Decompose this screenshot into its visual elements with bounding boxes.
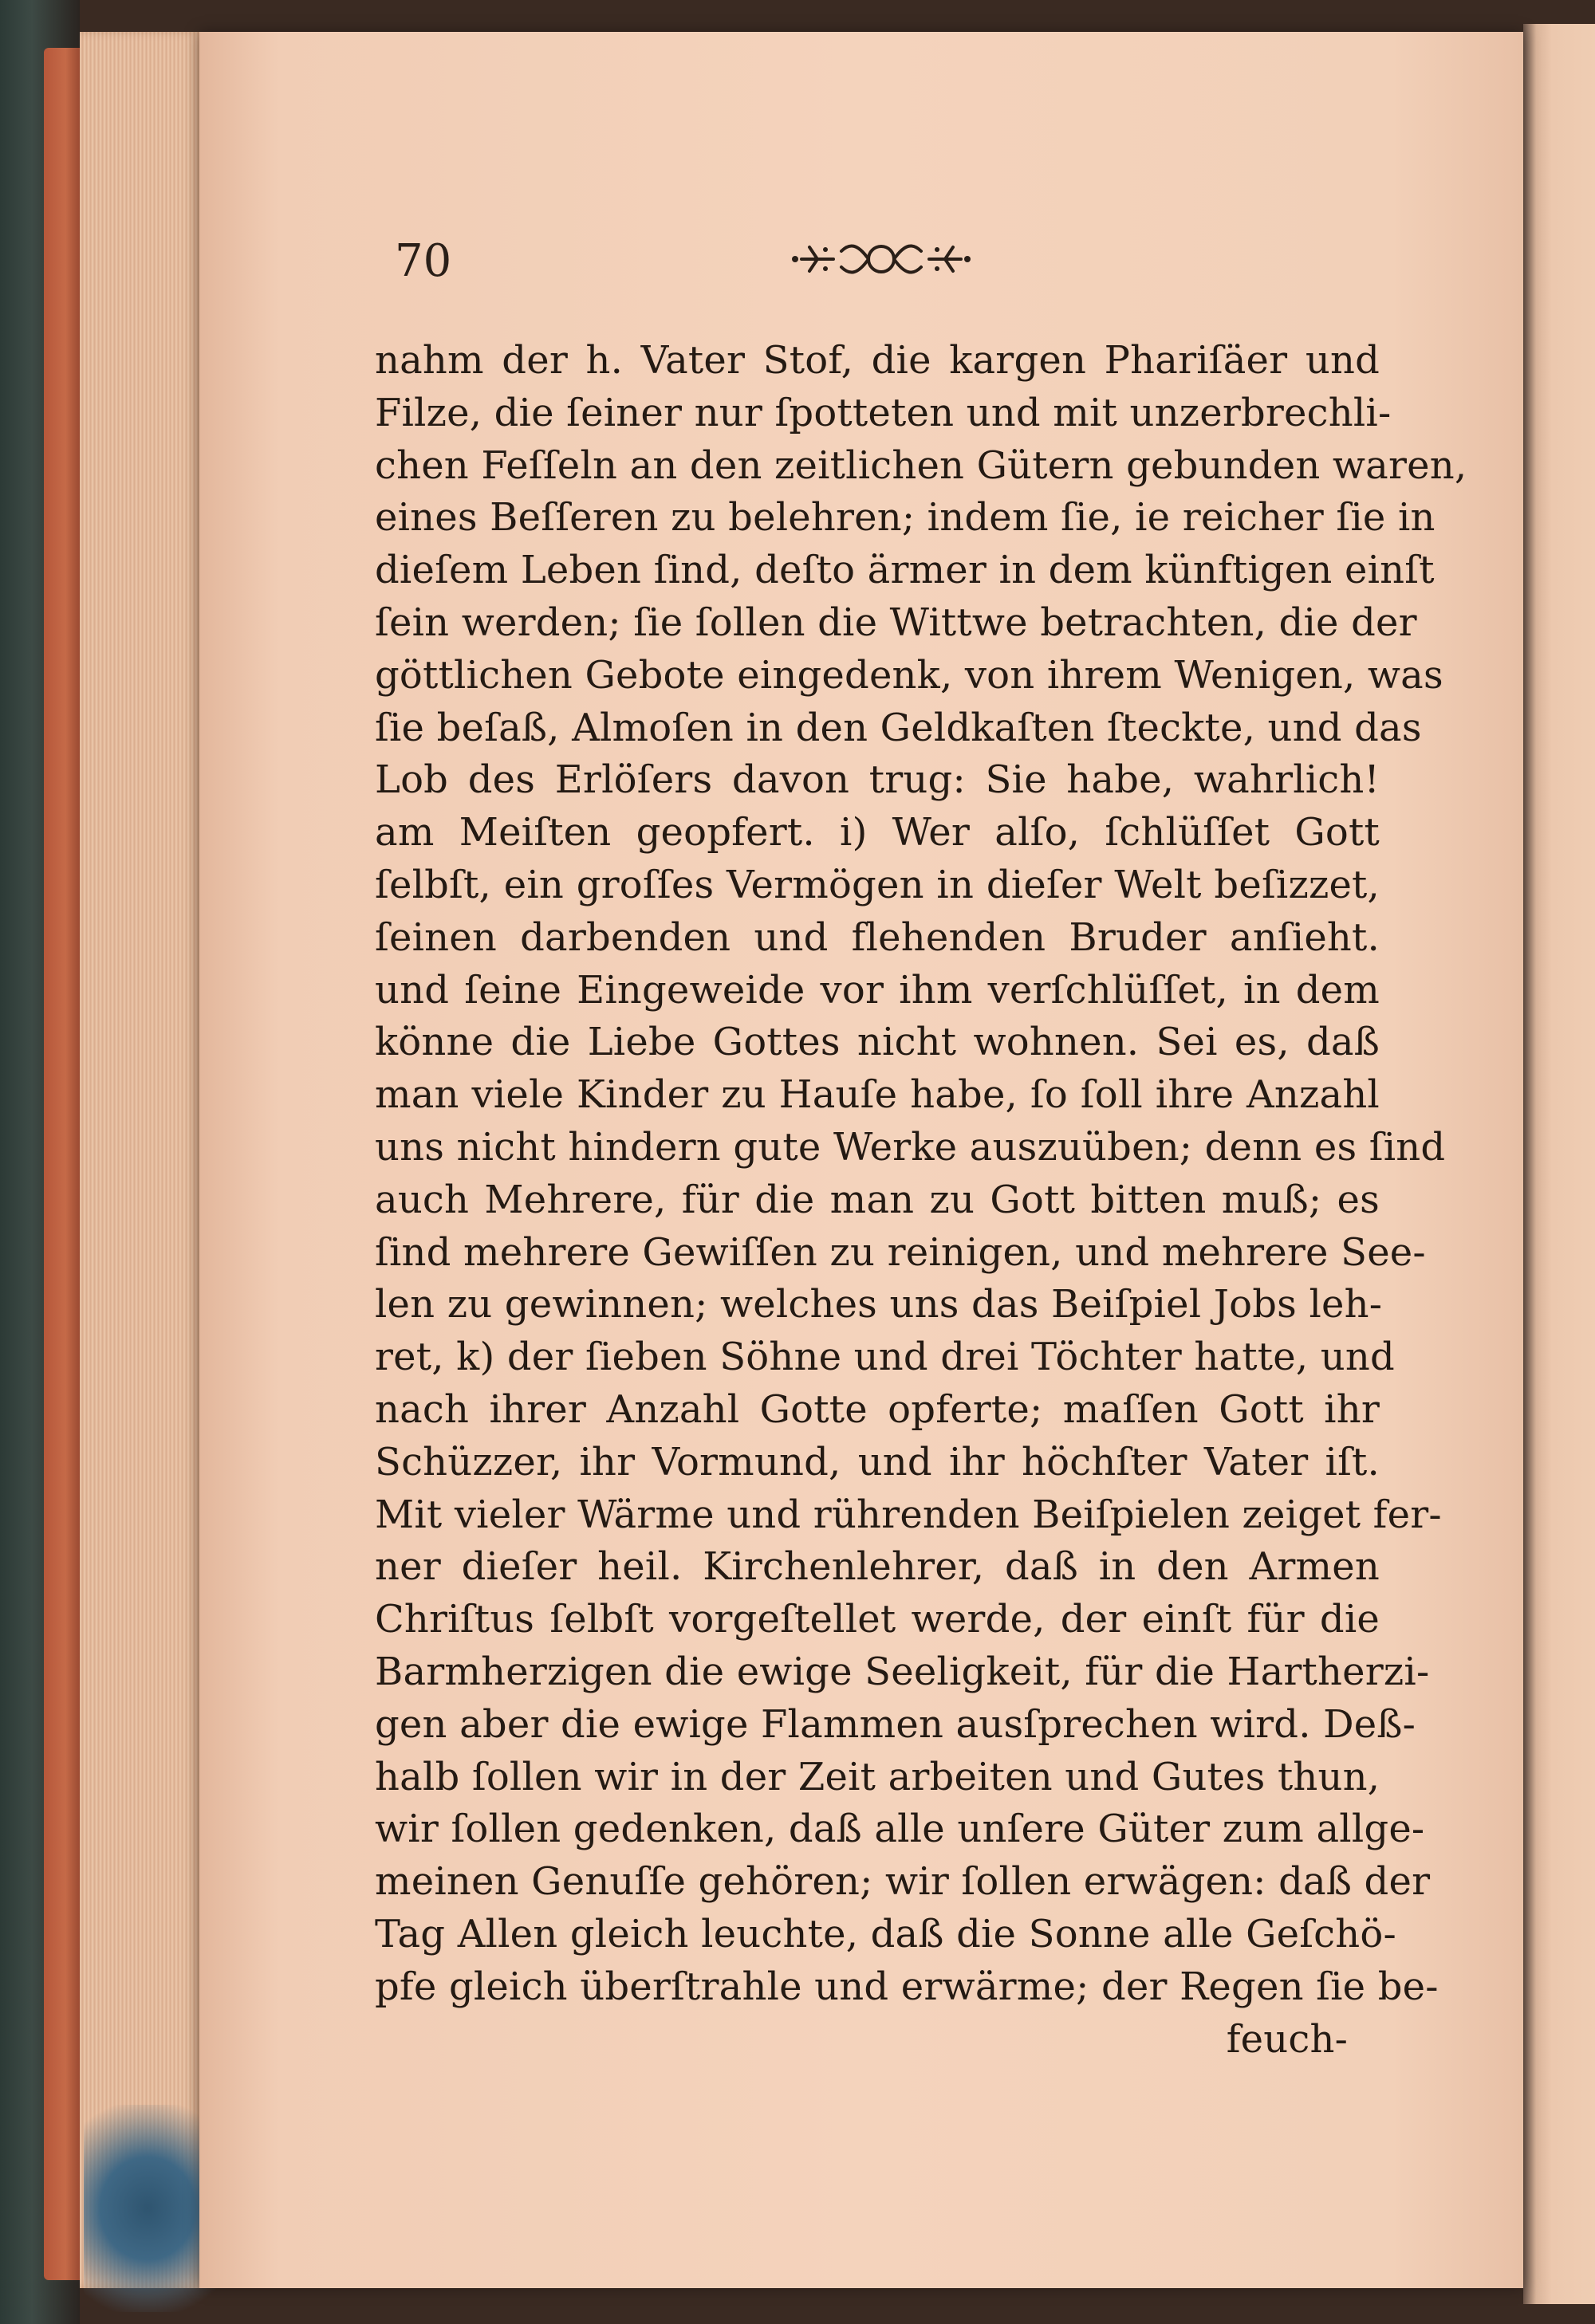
text-line: ſie beſaß, Almoſen in den Geldkaſten ſteckte, und das (375, 705, 1422, 750)
text-line: göttlichen Gebote eingedenk, von ihrem Wenigen, was (375, 652, 1443, 698)
text-line: könne die Liebe Gottes nicht wohnen. Sei es, daß (375, 1020, 1380, 1065)
text-line: uns nicht hindern gute Werke auszuüben; denn es ſind (375, 1124, 1446, 1170)
text-line: auch Mehrere, für die man zu Gott bitten muß; es (375, 1177, 1380, 1222)
text-line: eines Beſſeren zu belehren; indem ſie, ie reicher ſie in (375, 495, 1436, 541)
text-line: ner dieſer heil. Kirchenlehrer, daß in den Armen (375, 1544, 1380, 1590)
text-line: Filze, die ſeiner nur ſpotteten und mit unzerbrechli- (375, 390, 1392, 435)
text-line: nahm der h. Vater Stof, die kargen Phariſäer und (375, 338, 1380, 383)
text-line: ſeinen darbenden und flehenden Bruder anſieht. (375, 914, 1380, 960)
text-line: chen Feſſeln an den zeitlichen Gütern gebunden waren, (375, 442, 1467, 488)
text-line: Mit vieler Wärme und rührenden Beiſpielen zeiget fer- (375, 1492, 1442, 1537)
catchword: feuch- (1226, 2016, 1348, 2062)
text-line: halb ſollen wir in der Zeit arbeiten und Gutes thun, (375, 1754, 1380, 1799)
text-line: ſind mehrere Gewiſſen zu reinigen, und mehrere See- (375, 1229, 1426, 1275)
text-line: ſein werden; ſie ſollen die Wittwe betrachten, die der (375, 600, 1417, 645)
facing-page-edge (1523, 24, 1595, 2304)
book-binding (44, 48, 80, 2280)
text-line: meinen Genuſſe gehören; wir ſollen erwägen: daß der (375, 1859, 1431, 1905)
text-line: dieſem Leben ſind, deſto ärmer in dem künftigen einſt (375, 548, 1435, 593)
text-line: am Meiſten geopfert. i) Wer alſo, ſchlüſſet Gott (375, 810, 1380, 855)
page-header (395, 227, 1368, 299)
text-line: gen aber die ewige Flammen ausſprechen wird. Deß- (375, 1701, 1416, 1747)
text-line: len zu gewinnen; welches uns das Beiſpiel Jobs leh- (375, 1282, 1383, 1327)
text-line: Barmherzigen die ewige Seeligkeit, für die Hartherzi- (375, 1649, 1430, 1694)
text-line: ſelbſt, ein groſſes Vermögen in dieſer Welt beſizzet, (375, 862, 1380, 907)
ornament-icon (786, 227, 977, 291)
text-line: Chriſtus ſelbſt vorgeſtellet werde, der einſt für die (375, 1597, 1380, 1642)
text-line: Tag Allen gleich leuchte, daß die Sonne alle Geſchö- (375, 1911, 1396, 1956)
page-stack (80, 32, 199, 2288)
text-line: nach ihrer Anzahl Gotte opferte; maſſen Gott ihr (375, 1386, 1380, 1432)
text-line: Schüzzer, ihr Vormund, und ihr höchſter Vater iſt. (375, 1439, 1380, 1484)
text-line: pfe gleich überſtrahle und erwärme; der Regen ſie be- (375, 1964, 1439, 2009)
text-line: man viele Kinder zu Hauſe habe, ſo ſoll ihre Anzahl (375, 1072, 1380, 1118)
text-line: ret, k) der ſieben Söhne und drei Töchter hatte, und (375, 1335, 1395, 1380)
page-number: 70 (395, 235, 452, 287)
text-line: und ſeine Eingeweide vor ihm verſchlüſſet, in dem (375, 967, 1380, 1013)
text-line: Lob des Erlöſers davon trug: Sie habe, wahrlich! (375, 757, 1380, 803)
text-line: wir ſollen gedenken, daß alle unſere Güter zum allge- (375, 1807, 1425, 1852)
body-text (375, 335, 1467, 2066)
